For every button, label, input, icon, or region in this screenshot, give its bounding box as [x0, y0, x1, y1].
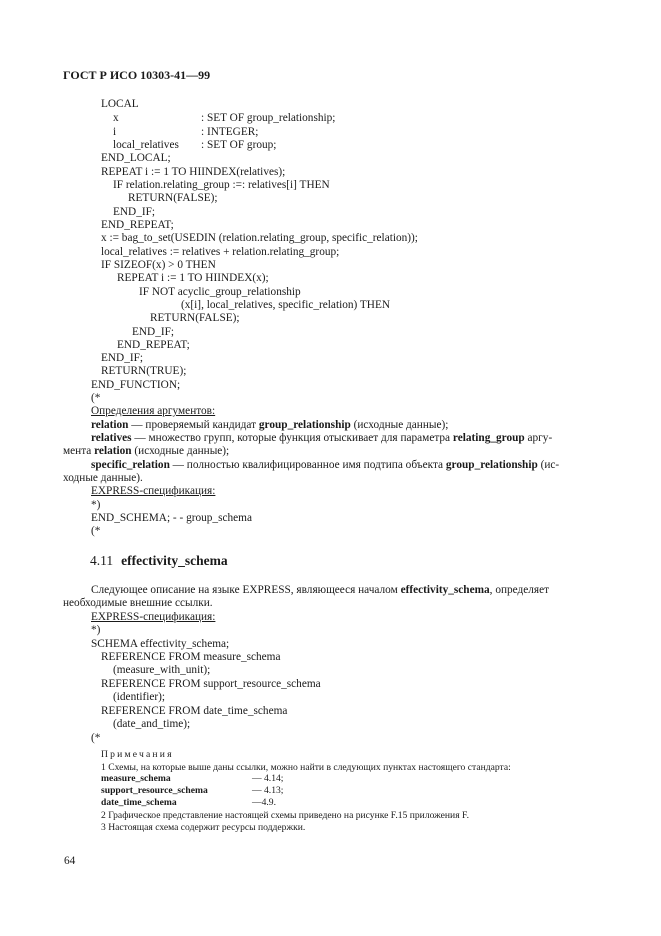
document-header: ГОСТ Р ИСО 10303-41—99: [63, 68, 211, 82]
note-ref-value: — 4.14;: [252, 773, 284, 784]
code-line: (*: [91, 732, 101, 744]
code-line: local_relatives := relatives + relation.relating_group;: [101, 246, 340, 258]
intro-paragraph: Следующее описание на языке EXPRESS, являющееся началом effectivity_schema, определяет: [91, 584, 550, 596]
note-ref-name: date_time_schema: [101, 797, 177, 808]
note-3: 3 Настоящая схема содержит ресурсы поддержки.: [101, 822, 306, 833]
arg-specific-relation: specific_relation — полностью квалифицированное имя подтипа объекта group_relationship (ис-: [91, 459, 560, 471]
code-line: x := bag_to_set(USEDIN (relation.relating_group, specific_relation));: [101, 232, 418, 244]
code-line: END_REPEAT;: [101, 219, 174, 231]
code-line: RETURN(TRUE);: [101, 365, 187, 377]
code-line: (*: [91, 525, 101, 537]
code-line: x: [113, 112, 119, 124]
page-number: 64: [64, 855, 76, 867]
code-line: END_IF;: [101, 352, 144, 364]
code-line: IF NOT acyclic_group_relationship: [139, 286, 301, 298]
code-line: : INTEGER;: [201, 126, 259, 138]
code-line: REFERENCE FROM date_time_schema: [101, 705, 288, 717]
code-line: i: [113, 126, 117, 138]
arg-relation: relation — проверяемый кандидат group_relationship (исходные данные);: [91, 419, 449, 431]
code-line: RETURN(FALSE);: [128, 192, 218, 204]
code-line: END_LOCAL;: [101, 152, 171, 164]
notes-title: Примечания: [101, 749, 174, 760]
code-line: (x[i], local_relatives, specific_relation) THEN: [181, 299, 391, 311]
express-spec-label: EXPRESS-спецификация:: [91, 611, 216, 623]
code-line: : SET OF group_relationship;: [201, 112, 336, 124]
code-line: (*: [91, 392, 101, 404]
note-ref-name: support_resource_schema: [101, 785, 208, 796]
code-line: SCHEMA effectivity_schema;: [91, 638, 230, 650]
arguments-title: Определения аргументов:: [91, 405, 216, 417]
express-spec-label: EXPRESS-спецификация:: [91, 485, 216, 497]
code-line: REFERENCE FROM measure_schema: [101, 651, 281, 663]
code-line: END_FUNCTION;: [91, 379, 181, 391]
note-2: 2 Графическое представление настоящей схемы приведено на рисунке F.15 приложения F.: [101, 810, 469, 821]
code-line: (measure_with_unit);: [113, 664, 211, 676]
code-line: *): [91, 499, 101, 511]
note-ref-value: — 4.13;: [252, 785, 284, 796]
code-line: LOCAL: [101, 98, 139, 110]
code-line: *): [91, 624, 101, 636]
code-line: END_SCHEMA; - - group_schema: [91, 512, 252, 524]
note-1: 1 Схемы, на которые выше даны ссылки, можно найти в следующих пунктах настоящего стандарта:: [101, 762, 511, 773]
code-line: (identifier);: [113, 691, 166, 703]
code-line: IF SIZEOF(x) > 0 THEN: [101, 259, 216, 271]
code-line: END_IF;: [132, 326, 175, 338]
arg-specific-cont: ходные данные).: [63, 472, 143, 484]
code-line: REPEAT i := 1 TO HIINDEX(relatives);: [101, 166, 286, 178]
code-line: : SET OF group;: [201, 139, 277, 151]
code-line: RETURN(FALSE);: [150, 312, 240, 324]
code-line: END_IF;: [113, 206, 156, 218]
code-line: REPEAT i := 1 TO HIINDEX(x);: [117, 272, 269, 284]
section-heading: 4.11 effectivity_schema: [90, 553, 228, 568]
arg-relatives: relatives — множество групп, которые функция отыскивает для параметра relating_group аргу-: [91, 432, 553, 444]
arg-relatives-cont: мента relation (исходные данные);: [63, 445, 230, 457]
code-line: END_REPEAT;: [117, 339, 190, 351]
intro-paragraph-cont: необходимые внешние ссылки.: [63, 597, 213, 609]
code-line: IF relation.relating_group :=: relatives[i] THEN: [113, 179, 330, 191]
note-ref-value: —4.9.: [252, 797, 276, 808]
code-line: (date_and_time);: [113, 718, 191, 730]
note-ref-name: measure_schema: [101, 773, 171, 784]
code-line: REFERENCE FROM support_resource_schema: [101, 678, 321, 690]
code-line: local_relatives: [113, 139, 179, 151]
